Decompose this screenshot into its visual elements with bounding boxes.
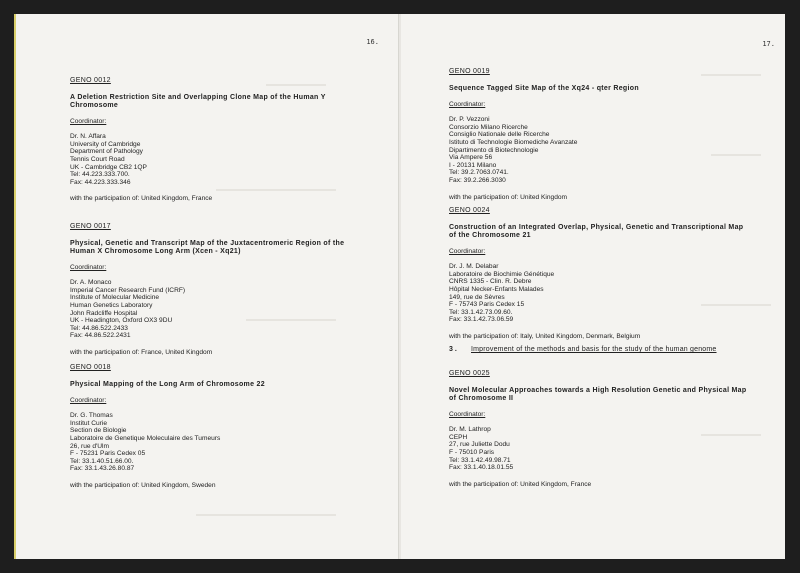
project-code: GENO 0012 (70, 77, 111, 84)
address-line: Institut Curie (70, 419, 108, 427)
address-line: Via Ampere 56 (449, 154, 493, 162)
address-line: 149, rue de Sèvres (449, 293, 505, 301)
coordinator-label: Coordinator: (70, 263, 107, 271)
address-line: F - 75743 Paris Cedex 15 (449, 301, 525, 309)
address-line: Dr. N. Affara (70, 133, 106, 141)
project-code: GENO 0018 (70, 364, 111, 371)
address-line: Tel: 33.1.42.73.09.60. (449, 308, 513, 316)
address-line: Consorzio Milano Ricerche (449, 123, 528, 131)
right-page (401, 14, 785, 559)
address-line: Fax: 39.2.266.3030 (449, 176, 506, 184)
address-line: Laboratoire de Genetique Moleculaire des Tumeurs (70, 434, 221, 442)
address-line: Dr. M. Lathrop (449, 426, 491, 434)
address-line: Hôpital Necker-Enfants Malades (449, 285, 544, 293)
project-code: GENO 0019 (449, 68, 490, 75)
project-title: Physical, Genetic and Transcript Map of the Juxtacentromeric Region of the Human X Chromosome Long Arm (Xcen - Xq21) (70, 239, 345, 255)
address-line: Fax: 33.1.40.18.01.55 (449, 464, 514, 472)
section-heading (449, 346, 739, 354)
participation-text: with the participation of: France, United Kingdom (70, 348, 213, 356)
address-line: Dr. P. Vezzoni (449, 116, 490, 124)
coordinator-address (449, 426, 749, 472)
coordinator-address (70, 412, 370, 473)
address-line: Tel: 39.2.7063.0741. (449, 169, 509, 177)
project-entry (449, 370, 749, 488)
project-code: GENO 0017 (70, 223, 111, 230)
coordinator-label: Coordinator: (70, 396, 107, 404)
address-line: Tel: 33.1.42.49.98.71 (449, 456, 511, 464)
address-line: UK - Cambridge CB2 1QP (70, 163, 147, 171)
address-line: I - 20131 Milano (449, 161, 497, 169)
participation-text: with the participation of: United Kingdom, France (70, 195, 213, 203)
address-line: Dr. G. Thomas (70, 412, 113, 420)
address-line: Istituto di Technologie Biomediche Avanzate (449, 138, 578, 146)
section-number: 3 . (449, 346, 457, 353)
project-code: GENO 0024 (449, 207, 490, 214)
coordinator-address (70, 279, 370, 340)
project-entry (449, 68, 749, 201)
project-title: A Deletion Restriction Site and Overlapping Clone Map of the Human Y Chromosome (70, 93, 326, 109)
project-entry (70, 77, 370, 203)
address-line: Human Genetics Laboratory (70, 301, 153, 309)
address-line: 26, rue d'Ulm (70, 442, 110, 450)
address-line: F - 75231 Paris Cedex 05 (70, 450, 146, 458)
address-line: Dr. J. M. Delabar (449, 263, 499, 271)
address-line: 27, rue Juliette Dodu (449, 441, 510, 449)
address-line: CNRS 1335 - Clin. R. Debre (449, 278, 532, 286)
project-title: Novel Molecular Approaches towards a High Resolution Genetic and Physical Map of Chromosome II (449, 386, 747, 402)
address-line: Tel: 33.1.40.51.66.00. (70, 457, 134, 465)
address-line: Consiglio Nationale delle Ricerche (449, 131, 550, 139)
address-line: Tel: 44.86.522.2433 (70, 324, 128, 332)
page-number: 16. (366, 38, 379, 46)
participation-text: with the participation of: United Kingdom, Sweden (70, 481, 216, 489)
address-line: Tennis Court Road (70, 155, 125, 163)
coordinator-label: Coordinator: (449, 100, 486, 108)
address-line: Fax: 33.1.42.73.06.59 (449, 316, 514, 324)
address-line: Fax: 44.86.522.2431 (70, 332, 131, 340)
address-line: Department of Pathology (70, 148, 143, 156)
address-line: Laboratoire de Biochimie Génétique (449, 270, 555, 278)
address-line: Dr. A. Monaco (70, 279, 112, 287)
address-line: Tel: 44.223.333.700. (70, 171, 130, 179)
coordinator-label: Coordinator: (70, 117, 107, 125)
address-line: Fax: 33.1.43.26.80.87 (70, 465, 135, 473)
coordinator-address (70, 133, 370, 186)
project-entry (70, 223, 370, 357)
address-line: CEPH (449, 433, 468, 441)
project-title: Physical Mapping of the Long Arm of Chromosome 22 (70, 380, 265, 388)
participation-text: with the participation of: United Kingdom, France (449, 480, 592, 488)
coordinator-address (449, 263, 749, 324)
section-title: Improvement of the methods and basis for the study of the human genome (471, 346, 717, 353)
participation-text: with the participation of: United Kingdom (449, 193, 568, 201)
address-line: University of Cambridge (70, 140, 141, 148)
project-title: Sequence Tagged Site Map of the Xq24 - qter Region (449, 84, 639, 92)
address-line: Fax: 44.223.333.346 (70, 178, 131, 186)
address-line: Dipartimento di Biotechnologie (449, 146, 539, 154)
project-title: Construction of an Integrated Overlap, Physical, Genetic and Transcriptional Map of the Chromosome 21 (449, 223, 744, 239)
left-page (14, 14, 401, 559)
address-line: Institute of Molecular Medicine (70, 294, 160, 302)
page-number: 17. (762, 40, 775, 48)
address-line: Section de Biologie (70, 427, 127, 435)
coordinator-label: Coordinator: (449, 410, 486, 418)
project-code: GENO 0025 (449, 370, 490, 377)
coordinator-label: Coordinator: (449, 247, 486, 255)
project-entry (70, 364, 370, 490)
address-line: F - 75010 Paris (449, 448, 495, 456)
participation-text: with the participation of: Italy, United Kingdom, Denmark, Belgium (449, 332, 641, 340)
show-through-mark (196, 514, 336, 516)
address-line: John Radcliffe Hospital (70, 309, 138, 317)
address-line: UK - Headington, Oxford OX3 9DU (70, 317, 173, 325)
coordinator-address (449, 116, 749, 184)
project-entry (449, 207, 749, 341)
address-line: Imperial Cancer Research Fund (ICRF) (70, 286, 186, 294)
